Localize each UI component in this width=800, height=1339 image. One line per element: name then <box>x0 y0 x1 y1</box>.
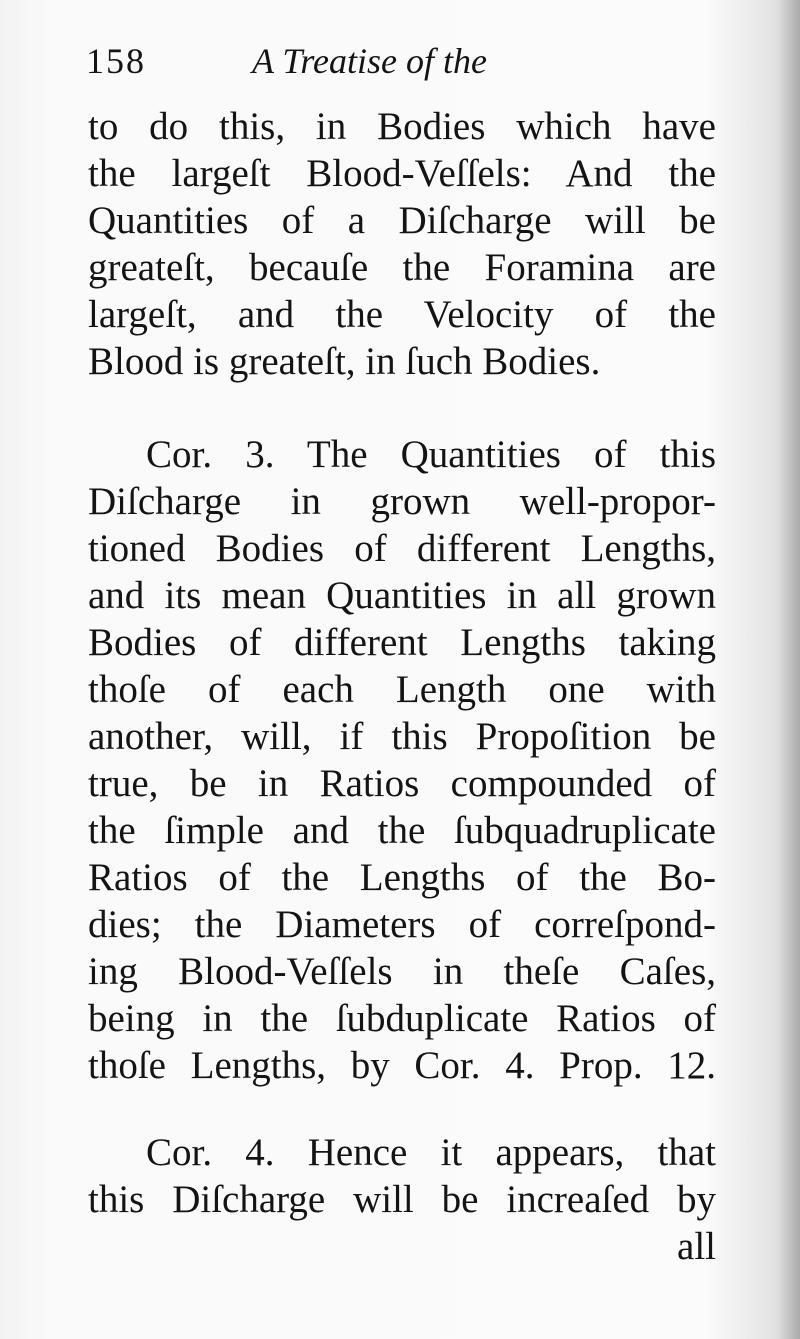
text-line: Diſcharge in grown well-propor- <box>88 480 716 523</box>
text-line: Cor. 3. The Quantities of this <box>146 433 716 476</box>
text-line: Bodies of different Lengths taking <box>88 621 716 664</box>
text-line: Quantities of a Diſcharge will be <box>88 199 716 242</box>
text-line: greateſt, becauſe the Foramina are <box>88 246 716 289</box>
text-line: true, be in Ratios compounded of <box>88 762 716 805</box>
text-line: thoſe Lengths, by Cor. 4. Prop. 12. <box>88 1044 716 1087</box>
catchword: all <box>677 1225 716 1268</box>
text-line: being in the ſubduplicate Ratios of <box>88 997 716 1040</box>
text-line: this Diſcharge will be increaſed by <box>88 1178 716 1221</box>
text-line: ing Blood-Veſſels in theſe Caſes, <box>88 950 716 993</box>
running-head: A Treatise of the <box>252 41 488 81</box>
text-line: dies; the Diameters of correſpond- <box>88 903 716 946</box>
text-line: Ratios of the Lengths of the Bo- <box>88 856 716 899</box>
page-edge-shadow <box>778 0 800 1339</box>
text-line: to do this, in Bodies which have <box>88 105 716 148</box>
text-line: and its mean Quantities in all grown <box>88 574 716 617</box>
text-line: the largeſt Blood-Veſſels: And the <box>88 152 716 195</box>
text-line: Blood is greateſt, in ſuch Bodies. <box>88 340 601 383</box>
text-line: Cor. 4. Hence it appears, that <box>146 1131 716 1174</box>
text-line: the ſimple and the ſubquadruplicate <box>88 809 716 852</box>
text-line: largeſt, and the Velocity of the <box>88 293 716 336</box>
text-line: thoſe of each Length one with <box>88 668 716 711</box>
page-number: 158 <box>86 41 146 81</box>
text-line: tioned Bodies of different Lengths, <box>88 527 716 570</box>
page-header <box>86 40 726 96</box>
text-line: another, will, if this Propoſition be <box>88 715 716 758</box>
